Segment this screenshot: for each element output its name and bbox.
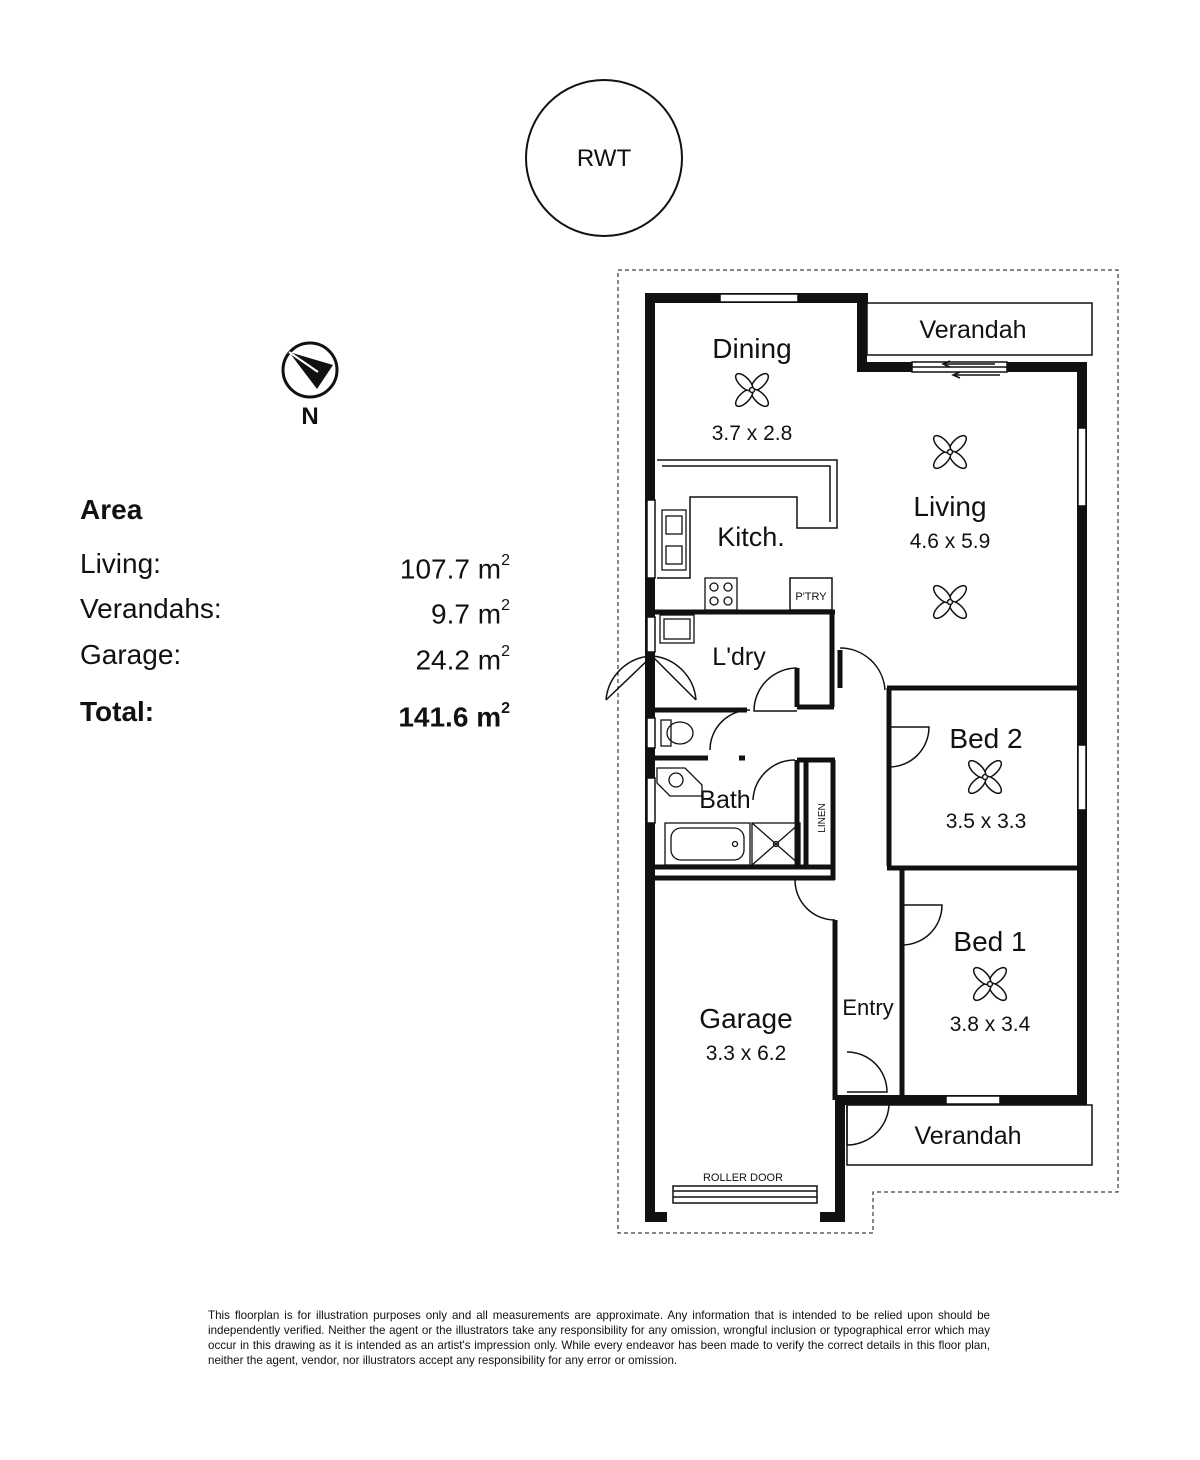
ceiling-fan-icon xyxy=(931,583,969,621)
kitchen-sink-icon xyxy=(662,510,686,570)
laundry-trough-icon xyxy=(660,615,694,643)
room-label-laundry: L'dry xyxy=(712,643,766,671)
area-total-row xyxy=(80,692,510,737)
room-label-bed2: Bed 2 xyxy=(949,723,1023,754)
room-label-garage: Garage xyxy=(699,1003,793,1034)
room-label-bath: Bath xyxy=(699,786,751,814)
tank-label: RWT xyxy=(576,145,632,172)
area-row xyxy=(80,635,510,680)
cooktop-icon xyxy=(705,578,737,610)
room-size-bed2: 3.5 x 3.3 xyxy=(945,810,1027,833)
area-title: Area xyxy=(80,494,143,525)
disclaimer-text: This floorplan is for illustration purposes only and all measurements are approximate. Any information that is intended to be relied upon should be independently verified. Neither the agent or the illustrators take any responsibility for any omission, wrongful inclusion or typographical error which may occur in this drawing as it is intended as an artist's impression only. While every endeavor has been made to verify the correct details in this floor plan, neither the agent, vendor, nor illustrators accept any responsibility for any error or omission. xyxy=(208,1309,990,1367)
room-label-verandah-top: Verandah xyxy=(919,316,1027,344)
room-label-verandah-bottom: Verandah xyxy=(914,1122,1022,1150)
basin-icon xyxy=(657,768,702,796)
room-label-bed1: Bed 1 xyxy=(953,926,1027,957)
ceiling-fan-icon xyxy=(971,965,1009,1003)
sliding-door xyxy=(912,361,1007,378)
bathtub-icon xyxy=(665,823,750,865)
area-total-label: Total: xyxy=(80,695,155,727)
room-label-kitchen: Kitch. xyxy=(717,522,785,552)
room-size-garage: 3.3 x 6.2 xyxy=(705,1042,787,1065)
toilet-icon xyxy=(661,720,693,746)
area-row xyxy=(80,544,510,589)
ceiling-fan-icon xyxy=(931,433,969,471)
north-compass-icon xyxy=(283,343,337,397)
room-label-linen: LINEN xyxy=(817,803,828,833)
room-size-bed1: 3.8 x 3.4 xyxy=(949,1013,1031,1036)
room-label-living: Living xyxy=(913,491,987,522)
room-size-dining: 3.7 x 2.8 xyxy=(711,422,793,445)
area-row-label: Living: xyxy=(80,548,161,579)
room-label-entry: Entry xyxy=(842,995,894,1020)
compass-north-label: N xyxy=(301,403,319,430)
kitchen-bench xyxy=(657,460,837,578)
area-row-label: Garage: xyxy=(80,638,182,670)
ceiling-fan-icon xyxy=(966,758,1004,796)
area-row xyxy=(80,589,510,634)
room-size-living: 4.6 x 5.9 xyxy=(909,530,991,553)
roller-door-label: ROLLER DOOR xyxy=(702,1172,784,1184)
room-label-dining: Dining xyxy=(712,333,792,364)
room-label-pantry: P'TRY xyxy=(795,591,827,603)
site-boundary xyxy=(618,270,1118,1233)
area-total-value: 141.6 $m^2$ xyxy=(398,699,510,733)
area-schedule xyxy=(80,494,510,737)
area-row-value: 24.2 $m^2$ xyxy=(415,642,510,675)
area-row-value: 9.7 $m^2$ xyxy=(431,597,510,630)
ceiling-fan-icon xyxy=(733,371,771,409)
doors xyxy=(606,648,942,1145)
area-row-value: 107.7 $m^2$ xyxy=(399,552,510,585)
area-row-label: Verandahs: xyxy=(80,593,222,625)
shower-icon xyxy=(752,823,800,865)
